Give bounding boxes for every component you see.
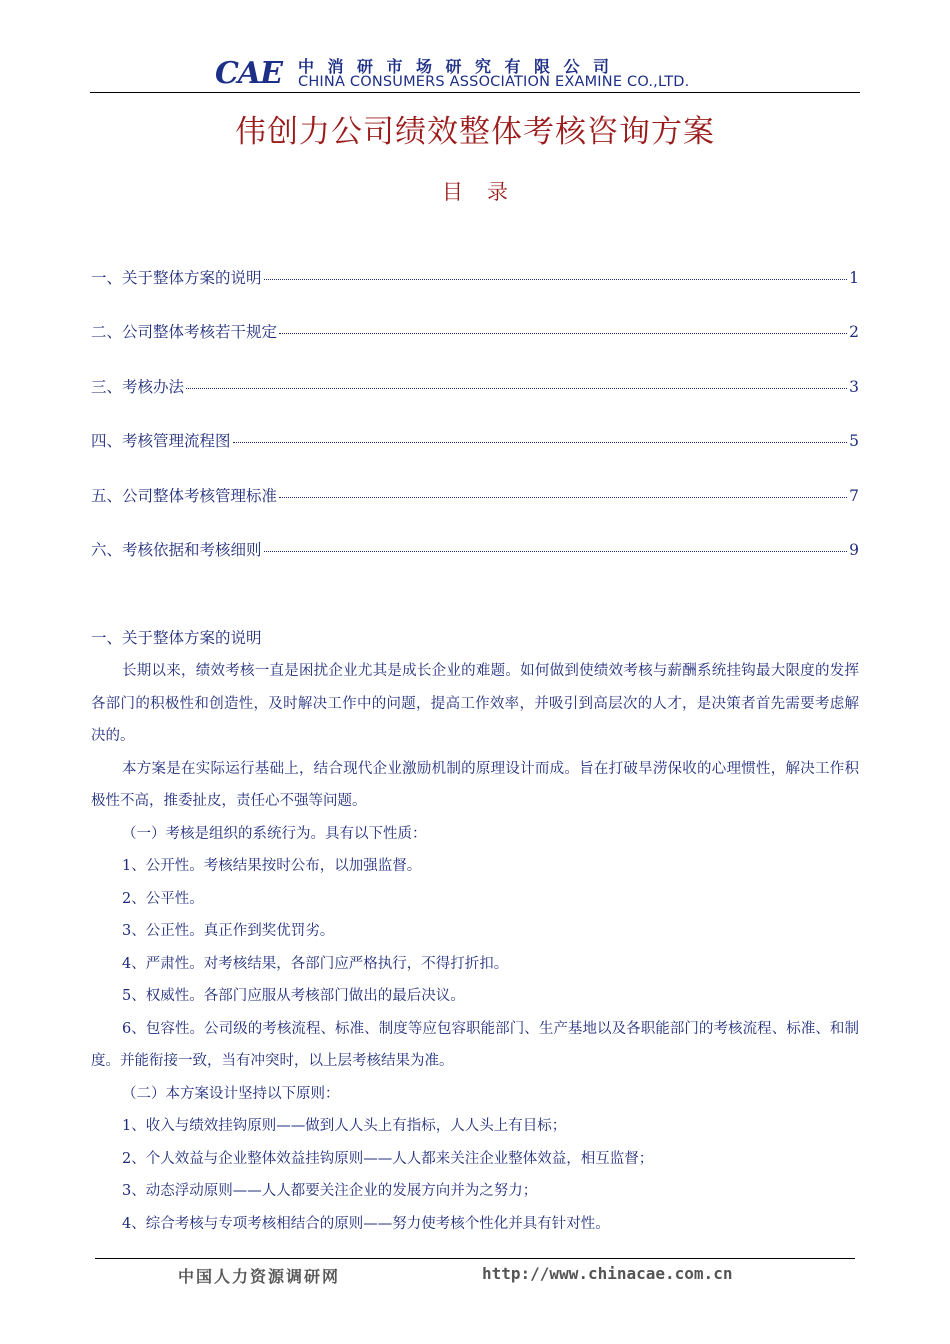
table-of-contents [91, 266, 859, 592]
company-name-cn: 中消研市场研究有限公司 [298, 57, 623, 76]
section-heading: 一、关于整体方案的说明 [91, 629, 262, 647]
toc-entry-label: 二、公司整体考核若干规定 [91, 323, 278, 342]
subheading: （二）本方案设计坚持以下原则： [122, 1085, 340, 1102]
toc-leader [186, 388, 847, 389]
toc-entry[interactable] [91, 538, 859, 592]
toc-leader [264, 279, 848, 280]
toc-entry-page: 9 [849, 540, 859, 559]
toc-entry[interactable] [91, 375, 859, 429]
toc-entry-page: 1 [849, 269, 859, 287]
toc-entry-page: 3 [849, 377, 859, 396]
list-item: 1、收入与绩效挂钩原则——做到人人头上有指标，人人头上有目标； [122, 1118, 567, 1134]
toc-entry-label: 六、考核依据和考核细则 [91, 540, 262, 559]
toc-entry[interactable] [91, 484, 859, 538]
toc-entry-label: 一、关于整体方案的说明 [91, 269, 262, 287]
toc-leader [279, 333, 847, 334]
letterhead [215, 52, 775, 92]
list-item: 2、公平性。 [122, 890, 204, 907]
footer-divider [95, 1258, 855, 1259]
toc-leader [264, 551, 848, 552]
list-item: 3、动态浮动原则——人人都要关注企业的发展方向并为之努力； [122, 1183, 538, 1199]
paragraph: 本方案是在实际运行基础上，结合现代企业激励机制的原理设计而成。旨在打破旱涝保收的心理惯性，解决工作积极性不高，推委扯皮，责任心不强等问题。 [91, 760, 859, 809]
toc-entry[interactable] [91, 429, 859, 483]
toc-entry-label: 五、公司整体考核管理标准 [91, 486, 278, 505]
toc-entry-label: 三、考核办法 [91, 377, 185, 396]
company-name-en: CHINA CONSUMERS ASSOCIATION EXAMINE CO.,LTD. [298, 74, 690, 90]
toc-entry-page: 2 [849, 323, 859, 342]
document-title: 伟创力公司绩效整体考核咨询方案 [235, 114, 715, 150]
section-body [91, 655, 859, 1240]
list-item: 5、权威性。各部门应服从考核部门做出的最后决议。 [122, 988, 465, 1004]
footer-site-name: 中国人力资源调研网 [178, 1267, 341, 1286]
list-item: 2、个人效益与企业整体效益挂钩原则——人人都来关注企业整体效益，相互监督； [122, 1150, 654, 1167]
footer-url[interactable]: http://www.chinacae.com.cn [482, 1264, 733, 1283]
toc-leader [233, 442, 848, 443]
toc-title: 目录 [442, 180, 532, 204]
list-item: 4、严肃性。对考核结果，各部门应严格执行，不得打折扣。 [122, 955, 509, 972]
subheading: （一）考核是组织的系统行为。具有以下性质： [122, 825, 427, 842]
cae-logo: CAE [215, 56, 283, 91]
toc-entry-label: 四、考核管理流程图 [91, 432, 231, 451]
toc-entry[interactable] [91, 266, 859, 320]
list-item: 6、包容性。公司级的考核流程、标准、制度等应包容职能部门、生产基地以及各职能部门的考核流程、标准、和制度。并能衔接一致，当有冲突时，以上层考核结果为准。 [91, 1020, 859, 1069]
list-item: 1、公开性。考核结果按时公布，以加强监督。 [122, 858, 422, 874]
toc-entry[interactable] [91, 320, 859, 374]
paragraph: 长期以来，绩效考核一直是困扰企业尤其是成长企业的难题。如何做到使绩效考核与薪酬系统挂钩最大限度的发挥各部门的积极性和创造性，及时解决工作中的问题，提高工作效率，并吸引到高层次的人才，是决策者首先需要考虑解决的。 [91, 663, 859, 744]
list-item: 4、综合考核与专项考核相结合的原则——努力使考核个性化并具有针对性。 [122, 1215, 610, 1232]
toc-leader [279, 497, 847, 498]
toc-entry-page: 5 [849, 432, 859, 451]
header-divider [90, 92, 860, 93]
list-item: 3、公正性。真正作到奖优罚劣。 [122, 923, 335, 939]
toc-entry-page: 7 [849, 486, 859, 505]
